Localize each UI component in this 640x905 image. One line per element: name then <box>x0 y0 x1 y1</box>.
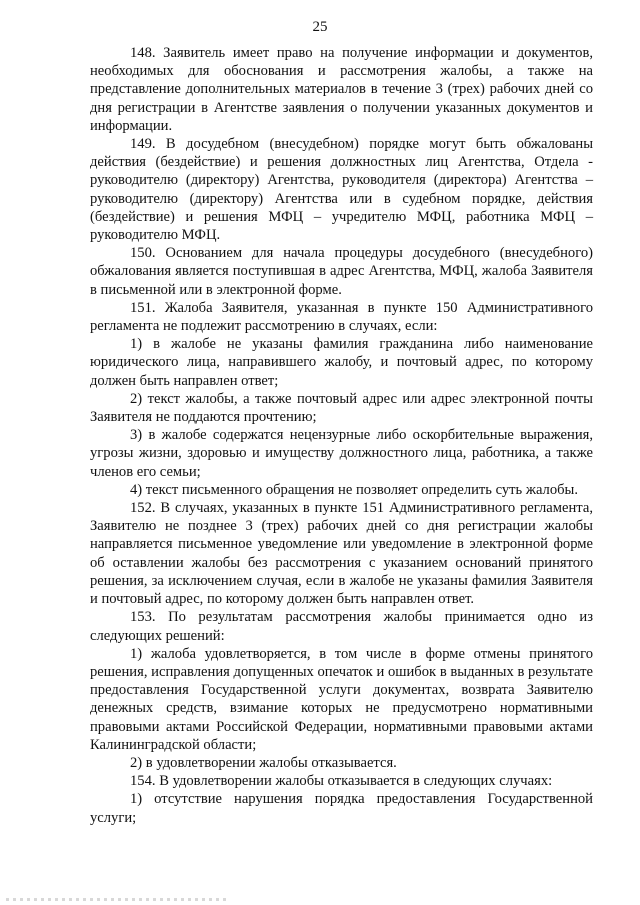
paragraph-151-item-2: 2) текст жалобы, а также почтовый адрес или адрес электронной почты Заявителя не поддаются прочтению; <box>90 390 593 426</box>
paragraph-148: 148. Заявитель имеет право на получение информации и документов, необходимых для обоснования и рассмотрения жалобы, а также на представление дополнительных материалов в течение 3 (трех) рабочих дней со дня регистрации в Агентстве заявления о получении указанных документов и информации. <box>90 45 593 134</box>
paragraph-154-item-1: 1) отсутствие нарушения порядка предоставления Государственной услуги; <box>90 791 593 826</box>
paragraph-153: 153. По результатам рассмотрения жалобы принимается одно из следующих решений: <box>90 609 593 644</box>
paragraph-151: 151. Жалоба Заявителя, указанная в пункте 150 Административного регламента не подлежит рассмотрению в случаях, если: <box>90 299 593 335</box>
scan-artifact <box>6 898 226 901</box>
paragraph-149: 149. В досудебном (внесудебном) порядке могут быть обжалованы действия (бездействие) и решения должностных лиц Агентства, Отдела - руководителю (директору) Агентства, руководителя (директора) Агентства – руководителю (директору) Агентства или в судебном порядке, действия (бездействие) и решения МФЦ – учредителю МФЦ, работника МФЦ – руководителю МФЦ. <box>90 136 593 244</box>
paragraph-153-item-1: 1) жалоба удовлетворяется, в том числе в форме отмены принятого решения, исправления допущенных опечаток и ошибок в выданных в результате предоставления Государственной услуги документах, возврата Заявителю денежных средств, взимание которых не предусмотрено нормативными правовыми актами Российской Федерации, нормативными правовыми актами Калининградской области; <box>90 645 593 753</box>
paragraph-153-item-2: 2) в удовлетворении жалобы отказывается. <box>130 754 397 771</box>
paragraph-154: 154. В удовлетворении жалобы отказывается в следующих случаях: <box>130 773 553 790</box>
paragraph-152: 152. В случаях, указанных в пункте 151 Административного регламента, Заявителю не позднее 3 (трех) рабочих дней со дня регистрации жалобы направляется письменное уведомление или уведомление в электронной форме об оставлении жалобы без рассмотрения с указанием оснований принятого решения, за исключением случая, если в жалобе не указаны фамилия Заявителя и почтовый адрес, по которому должен быть направлен ответ. <box>90 500 593 608</box>
paragraph-151-item-4: 4) текст письменного обращения не позволяет определить суть жалобы. <box>130 481 579 498</box>
page-number: 25 <box>312 19 328 35</box>
paragraph-150: 150. Основанием для начала процедуры досудебного (внесудебного) обжалования является поступившая в адрес Агентства, МФЦ, жалоба Заявителя в письменной или в электронной форме. <box>90 245 593 298</box>
document-body <box>90 44 593 827</box>
paragraph-151-item-3: 3) в жалобе содержатся нецензурные либо оскорбительные выражения, угрозы жизни, здоровью и имуществу должностного лица, работника, а также членов его семьи; <box>90 427 593 480</box>
paragraph-151-item-1: 1) в жалобе не указаны фамилия гражданина либо наименование юридического лица, направившего жалобу, и почтовый адрес, по которому должен быть направлен ответ; <box>90 336 593 389</box>
